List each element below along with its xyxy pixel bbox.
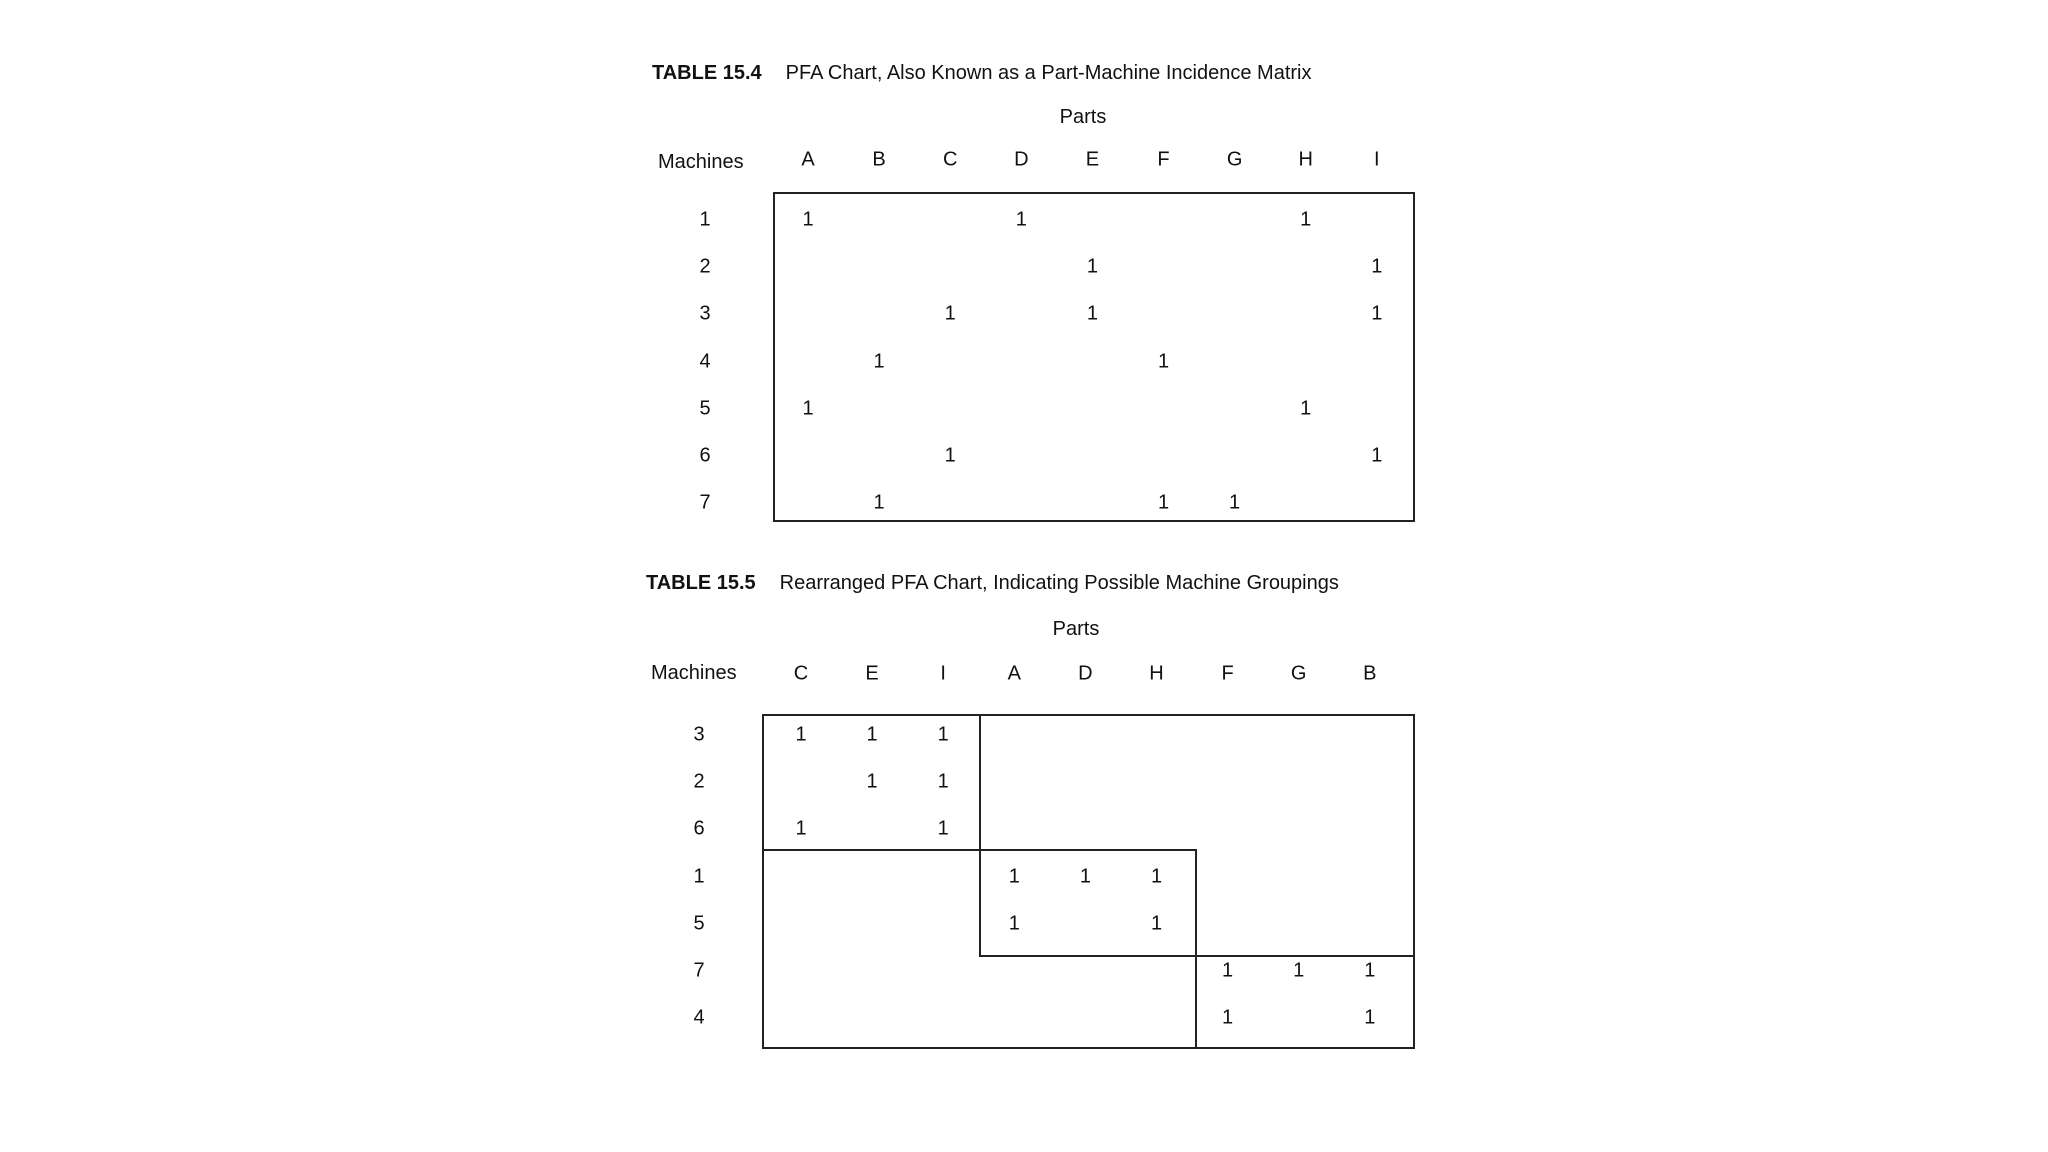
group-boundary-line [1195,849,1197,1049]
incidence-cell: 1 [1150,865,1163,888]
incidence-cell: 1 [1371,302,1383,325]
machine-row-header-2: 2 [699,255,711,278]
incidence-cell: 1 [1371,255,1383,278]
incidence-cell: 1 [1079,865,1091,888]
machine-row-header-1: 1 [699,208,711,231]
incidence-cell: 1 [1300,397,1312,420]
machine-row-header-6: 6 [693,817,705,840]
column-header-d: D [1078,662,1093,685]
incidence-cell: 1 [1293,959,1305,982]
column-header-i: I [1374,148,1380,171]
incidence-cell: 1 [1008,865,1020,888]
column-header-e: E [1085,148,1100,171]
incidence-cell: 1 [795,723,807,746]
column-header-e: E [865,662,879,685]
incidence-cell: 1 [1015,208,1027,231]
incidence-cell: 1 [802,397,814,420]
column-header-b: B [1363,662,1377,685]
table-title: PFA Chart, Also Known as a Part-Machine Incidence Matrix [785,62,1312,84]
group-boundary-line [979,714,981,956]
incidence-cell: 1 [866,770,878,793]
machine-row-header-4: 4 [699,350,711,373]
incidence-cell: 1 [1150,912,1163,935]
incidence-cell: 1 [1229,491,1241,514]
incidence-cell: 1 [866,723,878,746]
incidence-cell: 1 [795,817,807,840]
incidence-cell: 1 [873,350,885,373]
machine-row-header-5: 5 [693,912,705,935]
incidence-cell: 1 [802,208,814,231]
incidence-cell: 1 [1222,959,1234,982]
column-header-c: C [793,662,809,685]
incidence-cell: 1 [937,770,949,793]
incidence-cell: 1 [1300,208,1312,231]
machine-row-header-4: 4 [693,1006,705,1029]
incidence-cell: 1 [1222,1006,1234,1029]
table-caption [646,572,1339,595]
machines-heading: Machines [651,662,737,684]
column-header-h: H [1149,662,1164,685]
column-header-i: I [940,662,946,685]
column-header-d: D [1014,148,1029,171]
machine-row-header-2: 2 [693,770,705,793]
incidence-cell: 1 [1157,350,1170,373]
incidence-cell: 1 [944,302,956,325]
machine-row-header-3: 3 [693,723,705,746]
incidence-cell: 1 [1086,302,1098,325]
incidence-cell: 1 [1157,491,1170,514]
parts-heading: Parts [1059,106,1107,128]
machine-row-header-6: 6 [699,444,711,467]
machine-row-header-5: 5 [699,397,711,420]
incidence-cell: 1 [937,723,949,746]
parts-heading: Parts [1052,618,1100,640]
incidence-cell: 1 [873,491,885,514]
group-boundary-line [762,849,1197,851]
table-title: Rearranged PFA Chart, Indicating Possible Machine Groupings [779,572,1339,594]
column-header-g: G [1226,148,1243,171]
column-header-g: G [1290,662,1307,685]
column-header-f: F [1221,662,1234,685]
machines-heading: Machines [658,151,744,173]
incidence-cell: 1 [1008,912,1020,935]
machine-row-header-7: 7 [699,491,711,514]
machine-row-header-7: 7 [693,959,705,982]
table-label: TABLE 15.4 [652,62,762,84]
column-header-c: C [942,148,958,171]
machine-row-header-1: 1 [693,865,705,888]
column-header-a: A [801,148,815,171]
incidence-cell: 1 [937,817,949,840]
machine-row-header-3: 3 [699,302,711,325]
column-header-b: B [872,148,886,171]
incidence-cell: 1 [1086,255,1098,278]
table-label: TABLE 15.5 [646,572,756,594]
incidence-cell: 1 [1364,1006,1376,1029]
incidence-cell: 1 [944,444,956,467]
group-boundary-line [979,955,1415,957]
column-header-h: H [1298,148,1313,171]
column-header-f: F [1157,148,1170,171]
incidence-cell: 1 [1371,444,1383,467]
incidence-cell: 1 [1364,959,1376,982]
column-header-a: A [1007,662,1021,685]
